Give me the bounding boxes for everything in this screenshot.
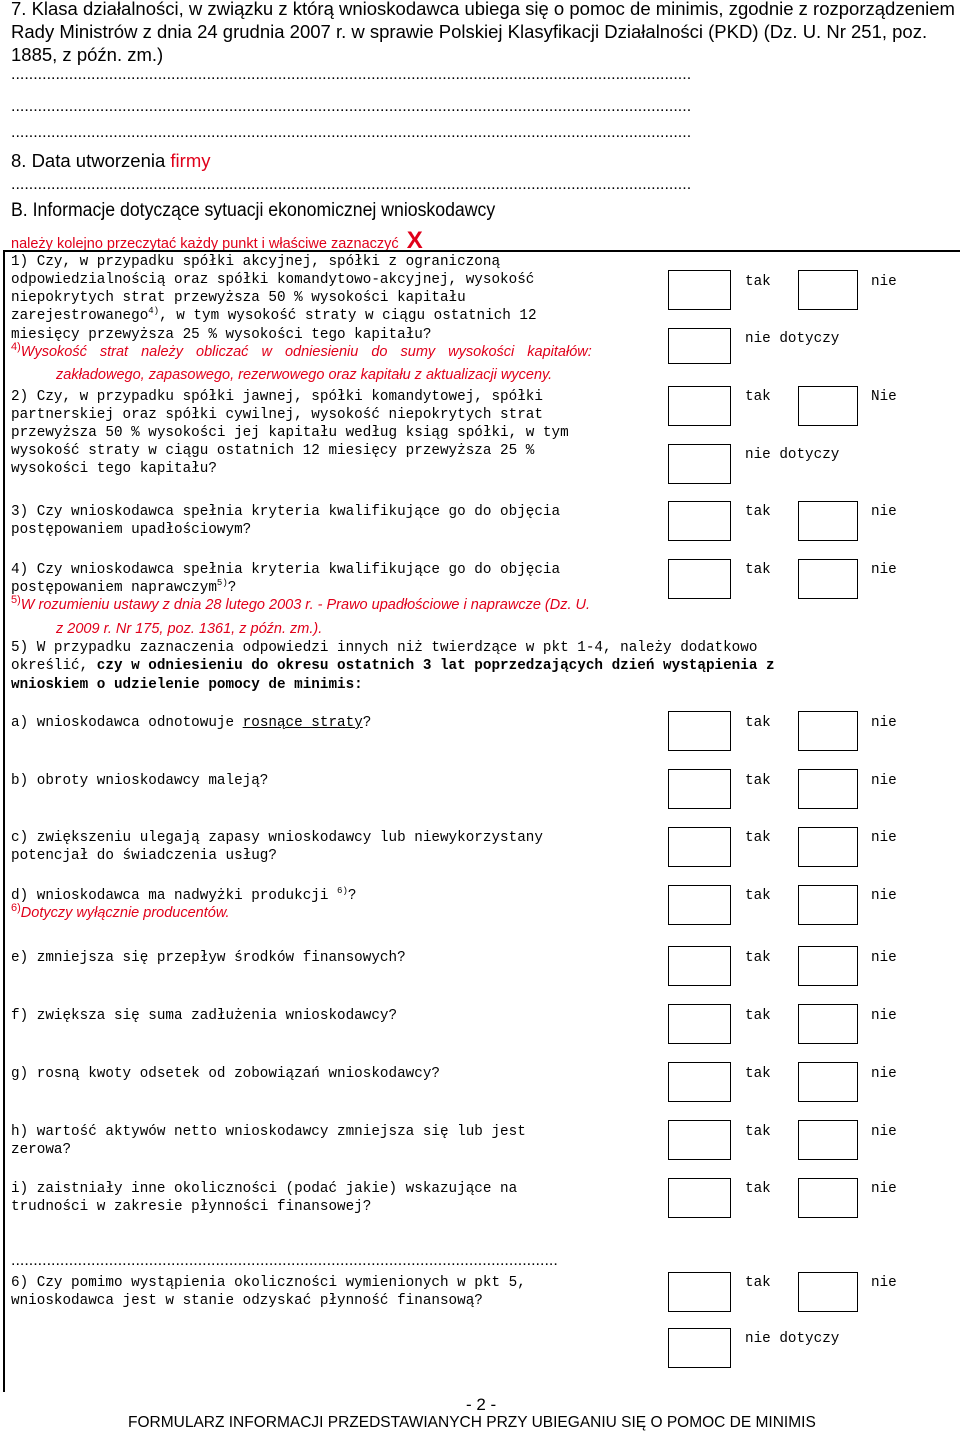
q6-nie-checkbox[interactable] <box>798 1272 858 1312</box>
q5i-dotted-line[interactable]: ........................................................................................................................... <box>11 1252 558 1269</box>
section-b-title: B. Informacje dotyczące sytuacji ekonomicznej wnioskodawcy <box>11 200 496 221</box>
q2-nie-checkbox[interactable] <box>798 386 858 426</box>
q4-line-2 <box>11 579 236 598</box>
q5a-tak-checkbox[interactable] <box>668 711 731 751</box>
q5a-tak-label: tak <box>745 715 771 731</box>
q5g-tak-checkbox[interactable] <box>668 1062 731 1102</box>
q5d-sup: 6) <box>337 886 348 896</box>
q4-nie-label: nie <box>871 562 897 578</box>
q2-line-1: 2) Czy, w przypadku spółki jawnej, spółki komandytowej, spółki <box>11 389 543 405</box>
q5a-nie-label: nie <box>871 715 897 731</box>
q1-line-5: miesięcy przewyższa 25 % wysokości tego kapitału? <box>11 327 432 343</box>
q1-nie-dotyczy-label: nie dotyczy <box>745 331 840 347</box>
q2-tak-checkbox[interactable] <box>668 386 731 426</box>
dotted-line-2[interactable]: ......................................................................................................................................................... <box>11 98 692 115</box>
q5d-main: d) wnioskodawca ma nadwyżki produkcji <box>11 888 329 904</box>
q5d-footnote <box>11 902 230 921</box>
q1-sup: 4) <box>148 306 160 316</box>
q4-fn-text-1: W rozumieniu ustawy z dnia 28 lutego 2003 r. - Prawo upadłościowe i naprawcze (Dz. U. <box>20 597 591 613</box>
q5g-tak-label: tak <box>745 1066 771 1082</box>
q2-line-2: partnerskiej oraz spółki cywilnej, wysokość niepokrytych strat <box>11 407 543 423</box>
q6-tak-label: tak <box>745 1275 771 1291</box>
q2-line-3: przewyższa 50 % wysokości jej kapitału według ksiąg spółki, w tym <box>11 425 569 441</box>
q5d-nie-checkbox[interactable] <box>798 885 858 925</box>
q5a-suffix: ? <box>362 715 372 731</box>
q1-line-2: odpowiedzialnością oraz spółki komandytowo-akcyjnej, wysokość <box>11 272 535 288</box>
q5h-nie-label: nie <box>871 1124 897 1140</box>
q5e-nie-label: nie <box>871 950 897 966</box>
q5d-end: ? <box>347 888 357 904</box>
q1-line-3: niepokrytych strat przewyższa 50 % wysokości kapitału <box>11 290 466 306</box>
q5i-nie-label: nie <box>871 1181 897 1197</box>
q3-tak-checkbox[interactable] <box>668 501 731 541</box>
q5d-tak-label: tak <box>745 888 771 904</box>
q1-nie-dotyczy-checkbox[interactable] <box>668 328 731 364</box>
q1-footnote-1 <box>11 341 592 360</box>
q1-fn-mark: 4) <box>11 341 21 353</box>
q5f-text: f) zwiększa się suma zadłużenia wnioskodawcy? <box>11 1008 398 1024</box>
q5f-tak-label: tak <box>745 1008 771 1024</box>
q4-footnote-2: z 2009 r. Nr 175, poz. 1361, z późn. zm.). <box>56 621 323 637</box>
q5e-nie-checkbox[interactable] <box>798 946 858 986</box>
q5i-tak-label: tak <box>745 1181 771 1197</box>
q5b-nie-label: nie <box>871 773 897 789</box>
q6-tak-checkbox[interactable] <box>668 1272 731 1312</box>
q5b-nie-checkbox[interactable] <box>798 769 858 809</box>
q5g-nie-checkbox[interactable] <box>798 1062 858 1102</box>
page-number: - 2 - <box>466 1395 497 1414</box>
q5a-underlined: rosnące straty <box>242 715 363 731</box>
q4-nie-checkbox[interactable] <box>798 559 858 599</box>
q6-nie-label: nie <box>871 1275 897 1291</box>
q6-line-1: 6) Czy pomimo wystąpienia okoliczności wymienionych w pkt 5, <box>11 1275 526 1291</box>
q5b-text: b) obroty wnioskodawcy maleją? <box>11 773 269 789</box>
q1-line-4 <box>11 307 537 326</box>
footer-title: FORMULARZ INFORMACJI PRZEDSTAWIANYCH PRZY UBIEGANIU SIĘ O POMOC DE MINIMIS <box>128 1414 816 1431</box>
q5b-tak-checkbox[interactable] <box>668 769 731 809</box>
q5f-nie-checkbox[interactable] <box>798 1004 858 1044</box>
q1-footnote-2: zakładowego, zapasowego, rezerwowego oraz kapitału z aktualizacji wyceny. <box>56 367 553 383</box>
q1-tak-label: tak <box>745 274 771 290</box>
dotted-line-3[interactable]: ......................................................................................................................................................... <box>11 124 692 141</box>
q5d-fn-mark: 6) <box>11 902 21 914</box>
section-8-prefix: 8. Data utworzenia <box>11 150 166 171</box>
q5e-text: e) zmniejsza się przepływ środków finansowych? <box>11 950 406 966</box>
dotted-line-1[interactable]: ......................................................................................................................................................... <box>11 66 692 83</box>
q4-sup: 5) <box>216 578 228 588</box>
q5-line-3: wnioskiem o udzielenie pomocy de minimis: <box>11 677 363 693</box>
q5d-nie-label: nie <box>871 888 897 904</box>
q2-nie-dotyczy-label: nie dotyczy <box>745 447 840 463</box>
q5a-nie-checkbox[interactable] <box>798 711 858 751</box>
q5-line-1: 5) W przypadku zaznaczenia odpowiedzi innych niż twierdzące w pkt 1-4, należy dodatkowo <box>11 640 758 656</box>
q6-line-2: wnioskodawca jest w stanie odzyskać płynność finansową? <box>11 1293 483 1309</box>
q2-tak-label: tak <box>745 389 771 405</box>
q1-tak-checkbox[interactable] <box>668 270 731 310</box>
q5c-nie-label: nie <box>871 830 897 846</box>
q5e-tak-label: tak <box>745 950 771 966</box>
q5f-nie-label: nie <box>871 1008 897 1024</box>
section-8-highlight: firmy <box>170 150 211 171</box>
q3-tak-label: tak <box>745 504 771 520</box>
q5-line-2 <box>11 657 775 676</box>
q4-line-2-text: postępowaniem naprawczym <box>11 580 217 596</box>
q5h-line-1: h) wartość aktywów netto wnioskodawcy zmniejsza się lub jest <box>11 1124 526 1140</box>
q5c-tak-checkbox[interactable] <box>668 827 731 867</box>
q5e-tak-checkbox[interactable] <box>668 946 731 986</box>
q2-line-5: wysokości tego kapitału? <box>11 461 217 477</box>
q5d-fn-text: Dotyczy wyłącznie producentów. <box>20 905 230 921</box>
q1-line-1: 1) Czy, w przypadku spółki akcyjnej, spółki z ograniczoną <box>11 254 501 270</box>
q2-line-4: wysokość straty w ciągu ostatnich 12 miesięcy przewyższa 25 % <box>11 443 535 459</box>
q5c-tak-label: tak <box>745 830 771 846</box>
q1-line-4b: , w tym wysokość straty w ciągu ostatnich 12 <box>159 308 537 324</box>
q5i-nie-checkbox[interactable] <box>798 1178 858 1218</box>
q2-nie-label: Nie <box>871 389 897 405</box>
q3-line-1: 3) Czy wnioskodawca spełnia kryteria kwalifikujące go do objęcia <box>11 504 561 520</box>
q5a-text <box>11 714 371 733</box>
q5i-line-2: trudności w zakresie płynności finansowej? <box>11 1199 372 1215</box>
q1-line-4a: zarejestrowanego <box>11 308 149 324</box>
q5b-tak-label: tak <box>745 773 771 789</box>
q4-tak-label: tak <box>745 562 771 578</box>
q2-nie-dotyczy-checkbox[interactable] <box>668 444 731 484</box>
section-7-text: 7. Klasa działalności, w związku z którą wnioskodawca ubiega się o pomoc de minimis, zgodnie z rozporządzeniem Rady Ministrów z dnia 24 grudnia 2007 r. w sprawie Polskiej Klasyfikacji Działalności (PKD) (Dz. U. Nr 251, poz. 1885, z późn. zm.) <box>11 0 955 65</box>
q5a-prefix: a) wnioskodawca odnotowuje <box>11 715 243 731</box>
q5h-tak-label: tak <box>745 1124 771 1140</box>
q5h-line-2: zerowa? <box>11 1142 72 1158</box>
instruction-text: należy kolejno przeczytać każdy punkt i właściwe zaznaczyć <box>11 236 399 252</box>
q1-fn-text-1: Wysokość strat należy obliczać w odniesieniu do sumy wysokości kapitałów: <box>20 344 592 360</box>
q5g-text: g) rosną kwoty odsetek od zobowiązań wnioskodawcy? <box>11 1066 440 1082</box>
q5f-tak-checkbox[interactable] <box>668 1004 731 1044</box>
q4-fn-mark: 5) <box>11 594 21 606</box>
q5h-tak-checkbox[interactable] <box>668 1120 731 1160</box>
q4-line-2-end: ? <box>227 580 237 596</box>
q3-nie-checkbox[interactable] <box>798 501 858 541</box>
q5d-tak-checkbox[interactable] <box>668 885 731 925</box>
q5d-text <box>11 887 356 906</box>
q5c-line-2: potencjał do świadczenia usług? <box>11 848 277 864</box>
q5c-line-1: c) zwiększeniu ulegają zapasy wnioskodawcy lub niewykorzystany <box>11 830 543 846</box>
q5-line-2-bold: czy w odniesieniu do okresu ostatnich 3 lat poprzedzających dzień wystąpienia z <box>88 658 775 674</box>
q3-line-2: postępowaniem upadłościowym? <box>11 522 252 538</box>
q4-footnote-1 <box>11 594 591 613</box>
q5i-line-1: i) zaistniały inne okoliczności (podać jakie) wskazujące na <box>11 1181 518 1197</box>
q5-line-2-normal: określić, <box>11 658 89 674</box>
section-8-label <box>11 150 210 172</box>
q6-nie-dotyczy-checkbox[interactable] <box>668 1328 731 1368</box>
q5i-tak-checkbox[interactable] <box>668 1178 731 1218</box>
q4-tak-checkbox[interactable] <box>668 559 731 599</box>
q1-nie-label: nie <box>871 274 897 290</box>
dotted-line-date[interactable]: ......................................................................................................................................................... <box>11 176 692 193</box>
mark-x: X <box>406 227 423 254</box>
q5c-nie-checkbox[interactable] <box>798 827 858 867</box>
q3-nie-label: nie <box>871 504 897 520</box>
q6-nie-dotyczy-label: nie dotyczy <box>745 1331 840 1347</box>
q4-line-1: 4) Czy wnioskodawca spełnia kryteria kwalifikujące go do objęcia <box>11 562 561 578</box>
q1-nie-checkbox[interactable] <box>798 270 858 310</box>
q5g-nie-label: nie <box>871 1066 897 1082</box>
q5h-nie-checkbox[interactable] <box>798 1120 858 1160</box>
